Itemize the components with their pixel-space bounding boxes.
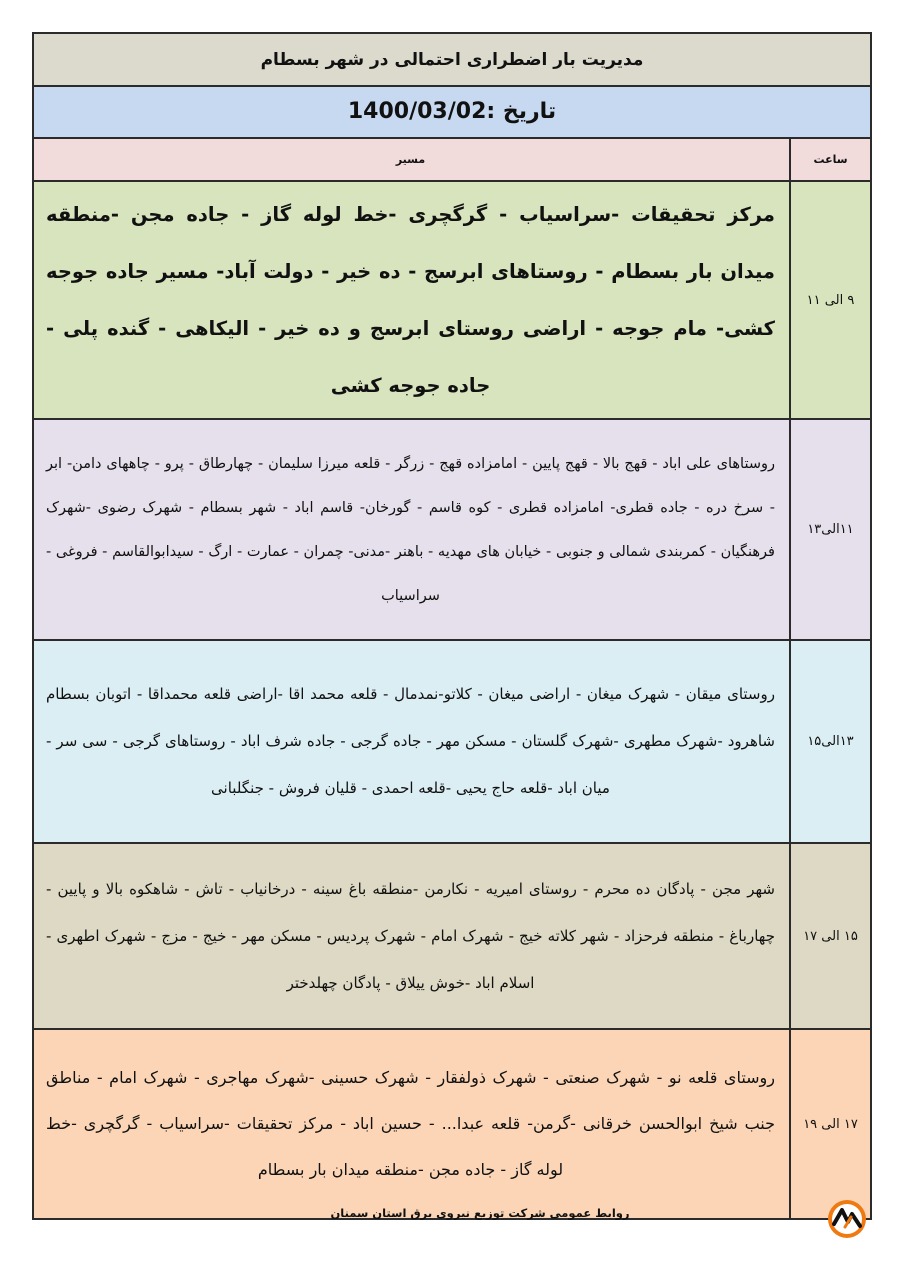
- row-route: روستاهای علی اباد - قهج بالا - قهج پایین - امامزاده قهج - زرگر - قلعه میرزا سلیمان - چهارطاق - پرو - چاههای دامن- ابر - سرخ دره - جاده قطری- امامزاده قطری - کوه قاسم - گورخان- قاسم اباد - شهر بسطام - شهرک رضوی -شهرک فرهنگیان - کمربندی شمالی و جنوبی - خیابان های مهدیه - باهنر -مدنی- چمران - عمارت - ارگ - سیدابوالقاسم - فروغی - سراسیاب: [34, 419, 790, 640]
- row-time-text: ۱۵ الی ۱۷: [803, 928, 858, 944]
- schedule-table: [34, 139, 870, 1218]
- row-time: [790, 1029, 870, 1218]
- row-time-text: ۱۱الی۱۳: [807, 522, 854, 537]
- row-time: [790, 419, 870, 640]
- row-time: [790, 843, 870, 1029]
- row-route: شهر مجن - پادگان ده محرم - روستای امیریه - نکارمن -منطقه باغ سینه - درخانیاب - تاش - شاهکوه بالا و پایین - چهارباغ - منطقه فرحزاد - شهر کلاته خیج - شهرک امام - شهرک پردیس - مسکن مهر - خیج - مزج - شهرک اطهری - اسلام اباد -خوش ییلاق - پادگان چهلدختر: [34, 843, 790, 1029]
- header-route: مسیر: [34, 139, 790, 181]
- table-row: [34, 843, 870, 1029]
- table-header-row: [34, 139, 870, 181]
- power-distribution-logo-icon: [825, 1197, 869, 1241]
- row-time-text: ۱۷ الی ۱۹: [803, 1116, 858, 1132]
- row-time: [790, 181, 870, 419]
- row-route: روستای قلعه نو - شهرک صنعتی - شهرک ذولفقار - شهرک حسینی -شهرک مهاجری - شهرک امام - مناطق جنب شیخ ابوالحسن خرقانی -گرمن- قلعه عبدا... - حسین اباد - مرکز تحقیقات -سراسیاب - گرگچری -خط لوله گاز - جاده مجن -منطقه میدان بار بسطام: [34, 1029, 790, 1218]
- schedule-sheet: [32, 32, 872, 1220]
- date-line: [34, 87, 870, 139]
- row-route: روستای میقان - شهرک میغان - اراضی میغان - کلاتو-نمدمال - قلعه محمد اقا -اراضی قلعه محمداقا - اتوبان بسطام شاهرود -شهرک مطهری -شهرک گلستان - مسکن مهر - جاده گرجی - جاده شرف اباد - روستاهای گرجی - سی سر - میان اباد -قلعه حاج یحیی -قلعه احمدی - قلیان فروش - جنگلبانی: [34, 640, 790, 843]
- table-row: [34, 1029, 870, 1218]
- date-text: تاریخ :1400/03/02: [347, 99, 557, 124]
- row-time: [790, 640, 870, 843]
- table-row: [34, 419, 870, 640]
- row-route: مرکز تحقیقات -سراسیاب - گرگچری -خط لوله گاز - جاده مجن -منطقه میدان بار بسطام - روستاهای ابرسج - ده خیر - دولت آباد- مسیر جاده جوجه کشی- مام جوجه - اراضی روستای ابرسج و ده خیر - الیکاهی - گنده پلی - جاده جوجه کشی: [34, 181, 790, 419]
- table-row: [34, 640, 870, 843]
- page-title: مدیریت بار اضطراری احتمالی در شهر بسطام: [34, 34, 870, 87]
- header-time: ساعت: [790, 139, 870, 181]
- footer-credit: روابط عمومی شرکت توزیع نیروی برق استان سمنان: [330, 1206, 630, 1220]
- row-time-text: ۱۳الی۱۵: [807, 734, 854, 749]
- row-time-text: ۹ الی ۱۱: [806, 292, 855, 308]
- table-row: [34, 181, 870, 419]
